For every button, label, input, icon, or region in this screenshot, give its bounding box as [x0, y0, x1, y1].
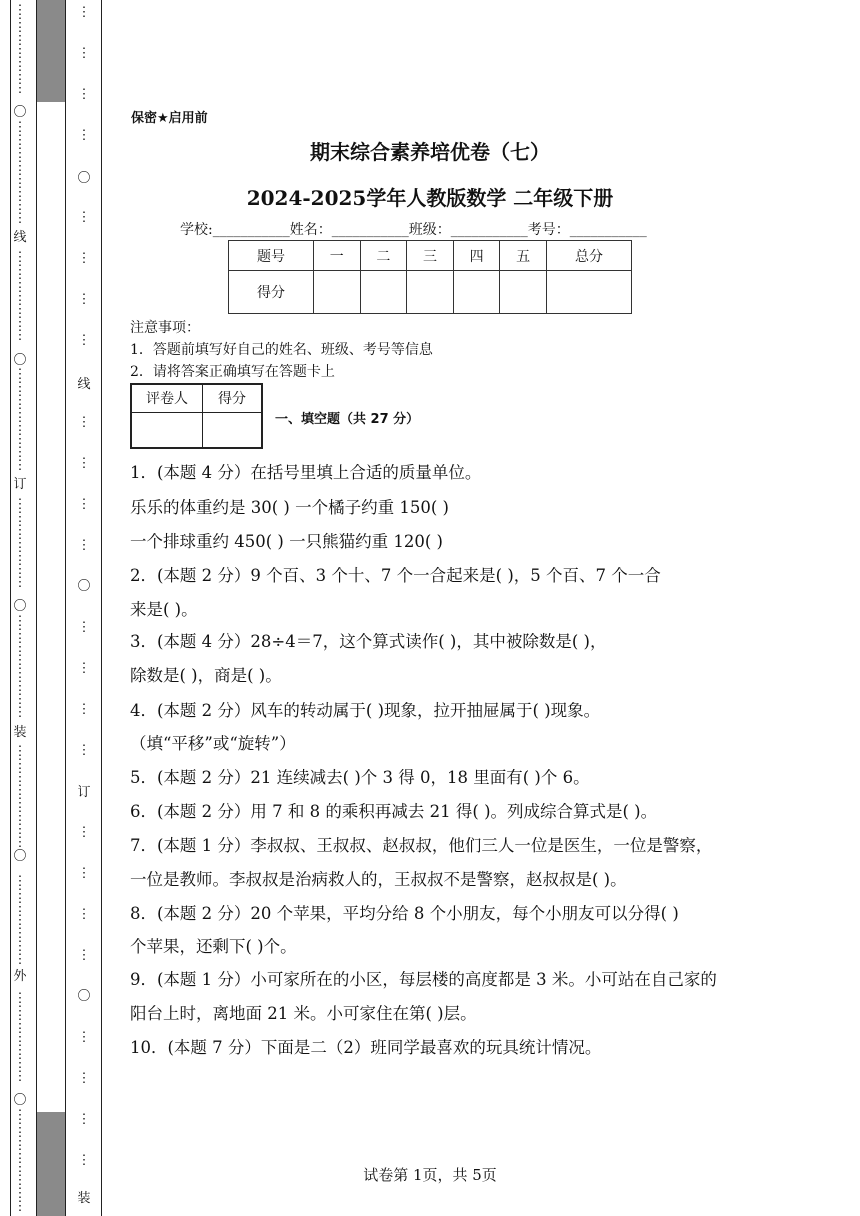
score-header-cell: 四 [453, 241, 500, 271]
binding-dots: ⋮ [13, 393, 27, 408]
question-text: 9．(本题 1 分）小可家所在的小区，每层楼的高度都是 3 米。小可站在自己家的 [130, 970, 717, 989]
binding-dots: ⋮ [77, 87, 91, 102]
binding-dots: ⋮ [77, 948, 91, 963]
binding-dots: ⋮ [13, 900, 27, 915]
question-text: 阳台上时，离地面 21 米。小可家住在第( )层。 [130, 1004, 477, 1023]
binding-dots: ⋮ [13, 367, 27, 382]
binding-dots: ⋮ [13, 289, 27, 304]
binding-dots: ⋮ [13, 250, 27, 265]
binding-dots: ⋮ [13, 913, 27, 928]
binding-dots: ⋮ [77, 46, 91, 61]
binding-dots: ⋮ [77, 825, 91, 840]
student-info-line: 学校:___________姓名：___________班级：___________考号：___________ [180, 222, 647, 238]
binding-dots: ⋮ [13, 29, 27, 44]
score-input-cell[interactable] [546, 271, 631, 314]
binding-dots: ⋮ [13, 146, 27, 161]
binding-dots: ⋮ [13, 497, 27, 512]
score-row-label: 得分 [229, 271, 314, 314]
question-text: 一个排球重约 450( ) 一只熊猫约重 120( ) [130, 532, 443, 551]
page-title: 期末综合素养培优卷（七） [310, 140, 550, 164]
binding-dots: ⋮ [13, 952, 27, 967]
binding-dots: ⋮ [13, 302, 27, 317]
binding-dots: ⋮ [13, 432, 27, 447]
binding-circle-icon: 〇 [13, 105, 27, 120]
seal-label: 线 [77, 377, 91, 392]
binding-dots: ⋮ [77, 251, 91, 266]
grader-name-cell[interactable] [131, 412, 203, 448]
binding-dots: ⋮ [13, 1134, 27, 1149]
score-input-cell[interactable] [500, 271, 547, 314]
binding-dots: ⋮ [13, 380, 27, 395]
score-input-cell[interactable] [360, 271, 407, 314]
binding-dots: ⋮ [13, 666, 27, 681]
binding-dots: ⋮ [13, 1147, 27, 1162]
question-text: 1．(本题 4 分）在括号里填上合适的质量单位。 [130, 463, 482, 482]
binding-dots: ⋮ [13, 198, 27, 213]
score-header-cell: 三 [407, 241, 454, 271]
question-text: 4．(本题 2 分）风车的转动属于( )现象，拉开抽屉属于( )现象。 [130, 701, 601, 720]
binding-dots: ⋮ [13, 3, 27, 18]
binding-dots: ⋮ [77, 1112, 91, 1127]
binding-dots: ⋮ [13, 536, 27, 551]
binding-dots: ⋮ [77, 456, 91, 471]
binding-dots: ⋮ [13, 458, 27, 473]
binding-dots: ⋮ [77, 620, 91, 635]
binding-dots: ⋮ [13, 1004, 27, 1019]
notice-item: 2．请将答案正确填写在答题卡上 [130, 364, 335, 380]
binding-dots: ⋮ [13, 68, 27, 83]
binding-dots: ⋮ [13, 822, 27, 837]
binding-dots: ⋮ [13, 1017, 27, 1032]
binding-circle-icon: 〇 [77, 171, 91, 186]
binding-dots: ⋮ [13, 809, 27, 824]
binding-dots: ⋮ [77, 415, 91, 430]
binding-dots: ⋮ [13, 783, 27, 798]
question-text: 8．(本题 2 分）20 个苹果，平均分给 8 个小朋友，每个小朋友可以分得( ) [130, 904, 679, 923]
question-text: 2．(本题 2 分）9 个百、3 个十、7 个一合起来是( )，5 个百、7 个一合 [130, 566, 661, 585]
question-text: 5．(本题 2 分）21 连续减去( )个 3 得 0，18 里面有( )个 6。 [130, 768, 590, 787]
binding-dots: ⋮ [13, 1173, 27, 1188]
binding-dots: ⋮ [77, 210, 91, 225]
question-text: 6．(本题 2 分）用 7 和 8 的乘积再减去 21 得( )。列成综合算式是( )。 [130, 802, 658, 821]
binding-dots: ⋮ [13, 770, 27, 785]
binding-dots: ⋮ [13, 1030, 27, 1045]
binding-dots: ⋮ [77, 907, 91, 922]
binding-dots: ⋮ [77, 292, 91, 307]
binding-dots: ⋮ [13, 835, 27, 850]
binding-dots: ⋮ [13, 575, 27, 590]
binding-dots: ⋮ [13, 939, 27, 954]
question-text: 7．(本题 1 分）李叔叔、王叔叔、赵叔叔，他们三人一位是医生，一位是警察， [130, 836, 713, 855]
binding-dots: ⋮ [13, 1186, 27, 1201]
binding-dots: ⋮ [77, 333, 91, 348]
binding-dots: ⋮ [13, 926, 27, 941]
page-subtitle: 2024-2025学年人教版数学 二年级下册 [246, 186, 614, 210]
binding-dots: ⋮ [13, 16, 27, 31]
binding-dots: ⋮ [13, 1160, 27, 1175]
binding-dots: ⋮ [13, 120, 27, 135]
grader-table [130, 383, 263, 449]
binding-dots: ⋮ [13, 81, 27, 96]
binding-dots: ⋮ [13, 406, 27, 421]
binding-dots: ⋮ [13, 640, 27, 655]
binding-dots: ⋮ [13, 42, 27, 57]
binding-dots: ⋮ [13, 653, 27, 668]
binding-dots: ⋮ [13, 159, 27, 174]
binding-dots: ⋮ [77, 661, 91, 676]
binding-dots: ⋮ [13, 887, 27, 902]
binding-dots: ⋮ [77, 5, 91, 20]
section-heading: 一、填空题（共 27 分） [275, 412, 420, 427]
binding-dots: ⋮ [13, 874, 27, 889]
score-header-cell: 二 [360, 241, 407, 271]
binding-dots: ⋮ [13, 796, 27, 811]
binding-dots: ⋮ [13, 55, 27, 70]
binding-dots: ⋮ [77, 702, 91, 717]
secret-label: 保密★启用前 [131, 111, 208, 126]
score-header-cell: 一 [313, 241, 360, 271]
question-text: （填“平移”或“旋转”） [130, 734, 296, 753]
binding-dots: ⋮ [13, 133, 27, 148]
binding-dots: ⋮ [13, 757, 27, 772]
binding-circle-icon: 〇 [13, 599, 27, 614]
page-footer: 试卷第 1页，共 5页 [363, 1166, 497, 1184]
binding-dots: ⋮ [13, 445, 27, 460]
binding-dots: ⋮ [77, 1153, 91, 1168]
binding-dots: ⋮ [77, 866, 91, 881]
binding-dots: ⋮ [13, 185, 27, 200]
binding-circle-icon: 〇 [77, 989, 91, 1004]
binding-dots: ⋮ [13, 705, 27, 720]
binding-dots: ⋮ [13, 523, 27, 538]
grader-score-header: 得分 [203, 384, 263, 412]
notice-item: 1．答题前填写好自己的姓名、班级、考号等信息 [130, 342, 433, 358]
binding-dots: ⋮ [13, 1069, 27, 1084]
binding-dots: ⋮ [13, 679, 27, 694]
binding-dots: ⋮ [13, 211, 27, 226]
binding-circle-icon: 〇 [13, 1093, 27, 1108]
gray-band-top [37, 0, 65, 102]
binding-circle-icon: 〇 [77, 579, 91, 594]
binding-dots: ⋮ [13, 419, 27, 434]
binding-dots: ⋮ [13, 991, 27, 1006]
binding-dots: ⋮ [77, 497, 91, 512]
seal-label: 线 [13, 230, 27, 245]
score-table [228, 240, 632, 314]
binding-dots: ⋮ [13, 172, 27, 187]
binding-dots: ⋮ [13, 510, 27, 525]
seal-label: 外 [13, 969, 27, 984]
binding-dots: ⋮ [13, 1108, 27, 1123]
notice-title: 注意事项： [130, 320, 200, 336]
binding-dots: ⋮ [13, 1043, 27, 1058]
score-header-cell: 五 [500, 241, 547, 271]
binding-dots: ⋮ [77, 128, 91, 143]
binding-dots: ⋮ [13, 627, 27, 642]
question-text: 除数是( )，商是( )。 [130, 666, 282, 685]
binding-dots: ⋮ [77, 1071, 91, 1086]
question-text: 乐乐的体重约是 30( ) 一个橘子约重 150( ) [130, 498, 449, 517]
score-input-cell[interactable] [453, 271, 500, 314]
binding-dots: ⋮ [13, 549, 27, 564]
binding-dots: ⋮ [13, 1199, 27, 1214]
seal-label: 订 [13, 477, 27, 492]
grader-score-cell[interactable] [203, 412, 263, 448]
binding-dots: ⋮ [13, 1121, 27, 1136]
binding-dots: ⋮ [13, 328, 27, 343]
question-text: 10．(本题 7 分）下面是二（2）班同学最喜欢的玩具统计情况。 [130, 1038, 602, 1057]
seal-label: 装 [77, 1191, 91, 1206]
binding-dots: ⋮ [13, 276, 27, 291]
binding-dots: ⋮ [77, 743, 91, 758]
binding-dots: ⋮ [13, 315, 27, 330]
grader-header: 评卷人 [131, 384, 203, 412]
question-text: 个苹果，还剩下( )个。 [130, 937, 297, 956]
binding-dots: ⋮ [13, 562, 27, 577]
binding-dots: ⋮ [13, 744, 27, 759]
binding-dots: ⋮ [13, 692, 27, 707]
seal-label: 订 [77, 785, 91, 800]
question-text: 一位是教师。李叔叔是治病救人的，王叔叔不是警察，赵叔叔是( )。 [130, 870, 627, 889]
question-text: 来是( )。 [130, 600, 198, 619]
binding-dots: ⋮ [13, 263, 27, 278]
question-text: 3．(本题 4 分）28÷4＝7，这个算式读作( )，其中被除数是( )， [130, 632, 607, 651]
binding-circle-icon: 〇 [13, 849, 27, 864]
binding-dots: ⋮ [77, 1030, 91, 1045]
score-header-cell: 总分 [546, 241, 631, 271]
score-header-cell: 题号 [229, 241, 314, 271]
seal-label: 装 [13, 725, 27, 740]
binding-circle-icon: 〇 [13, 353, 27, 368]
binding-dots: ⋮ [13, 614, 27, 629]
score-input-cell[interactable] [313, 271, 360, 314]
binding-dots: ⋮ [13, 1056, 27, 1071]
binding-dots: ⋮ [77, 538, 91, 553]
score-input-cell[interactable] [407, 271, 454, 314]
